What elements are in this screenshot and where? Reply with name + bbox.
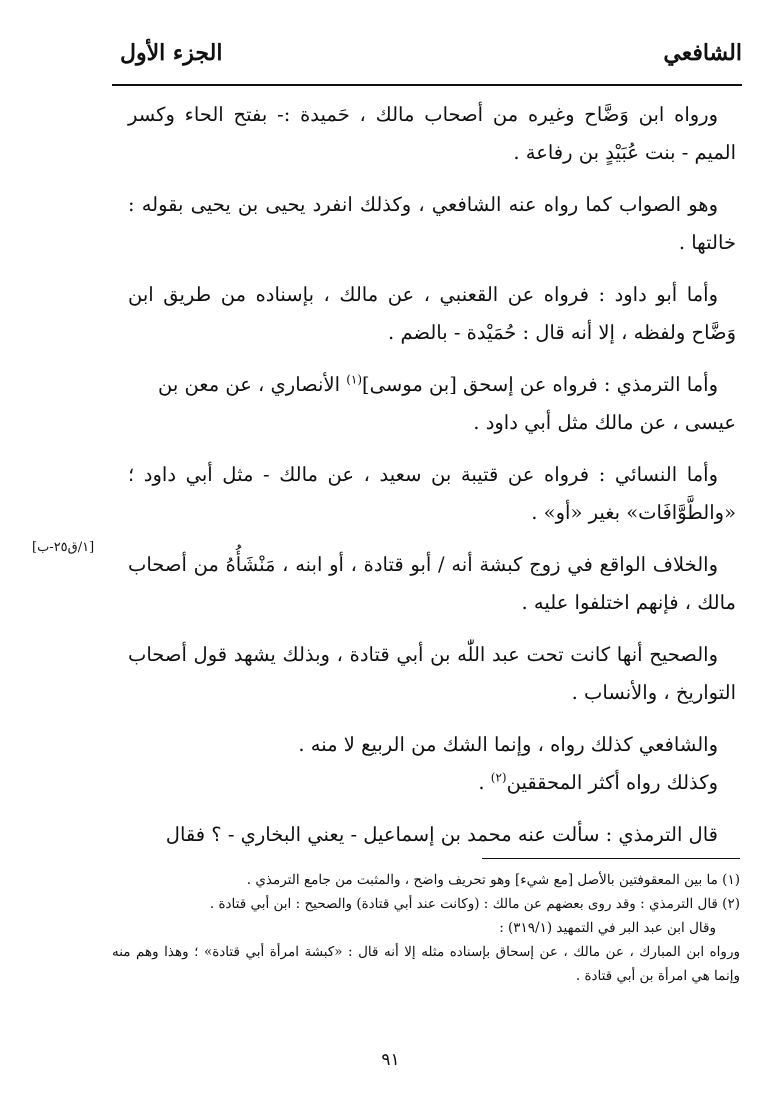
paragraph-3: وأما أبو داود : فرواه عن القعنبي ، عن مالك ، بإسناده من طريق ابن وَضَّاح ولفظه ، إلا أنه قال : حُمَيْدة - بالضم . [128, 283, 736, 344]
footnotes [112, 868, 740, 988]
paragraph-8: والشافعي كذلك رواه ، وإنما الشك من الربيع لا منه . [298, 733, 718, 756]
paragraph-4-text: وأما الترمذي : فرواه عن إسحق [بن موسى] [362, 373, 718, 396]
footnote-ref-2: (٢) [490, 770, 507, 785]
paragraph-2: وهو الصواب كما رواه عنه الشافعي ، وكذلك انفرد يحيى بن يحيى بقوله : خالتها . [128, 193, 736, 254]
manuscript-folio-note: [١/ق٢٥-ب] [32, 540, 95, 555]
footnote-2: (٢) قال الترمذي : وقد روى بعضهم عن مالك : (وكانت عند أبي قتادة) والصحيح : ابن أبي قتادة . [209, 896, 740, 912]
footnote-divider [482, 858, 740, 859]
paragraph-6: والخلاف الواقع في زوج كبشة أنه / أبو قتادة ، أو ابنه ، مَنْشَأُهُ من أصحاب مالك ، فإنهم اختلفوا عليه . [128, 553, 736, 614]
paragraph-10: قال الترمذي : سألت عنه محمد بن إسماعيل - يعني البخاري - ؟ فقال [165, 823, 718, 846]
paragraph-1: ورواه ابن وَضَّاح وغيره من أصحاب مالك ، حَميدة :- بفتح الحاء وكسر الميم - بنت عُبَيْدٍ بن رفاعة . [128, 103, 736, 164]
footnote-ref-1: (١) [346, 372, 363, 387]
main-text [128, 96, 736, 868]
paragraph-4 [128, 366, 736, 404]
paragraph-5: وأما النسائي : فرواه عن قتيبة بن سعيد ، عن مالك - مثل أبي داود ؛ «والطَّوَّافَات» بغير «أو» . [128, 463, 736, 524]
paragraph-4-cont: الأنصاري ، عن معن بن [157, 373, 347, 396]
paragraph-9-end: . [478, 771, 491, 794]
header-divider [112, 84, 742, 86]
footnote-2-quote: ورواه ابن المبارك ، عن مالك ، عن إسحاق بإسناده مثله إلا أنه قال : «كبشة امرأة أبي قتادة» ؛ وهذا وهم منه وإنما هي امرأة بن أبي قتادة . [112, 944, 740, 984]
footnote-2-quote-intro: وقال ابن عبد البر في التمهيد (٣١٩/١) : [499, 920, 716, 936]
paragraph-9-text: وكذلك رواه أكثر المحققين [506, 771, 718, 794]
page-number: ٩١ [381, 1050, 400, 1070]
paragraph-9 [128, 764, 736, 802]
paragraph-4-end: عيسى ، عن مالك مثل أبي داود . [473, 411, 736, 434]
paragraph-7: والصحيح أنها كانت تحت عبد اللّٰه بن أبي قتادة ، وبذلك يشهد قول أصحاب التواريخ ، والأنساب . [128, 643, 736, 704]
running-header [112, 36, 742, 76]
header-part-label: الجزء الأول [120, 40, 223, 66]
footnote-1: (١) ما بين المعقوفتين بالأصل [مع شيء] وهو تحريف واضح ، والمثبت من جامع الترمذي . [246, 872, 740, 888]
header-book-title: الشافعي [663, 40, 742, 66]
